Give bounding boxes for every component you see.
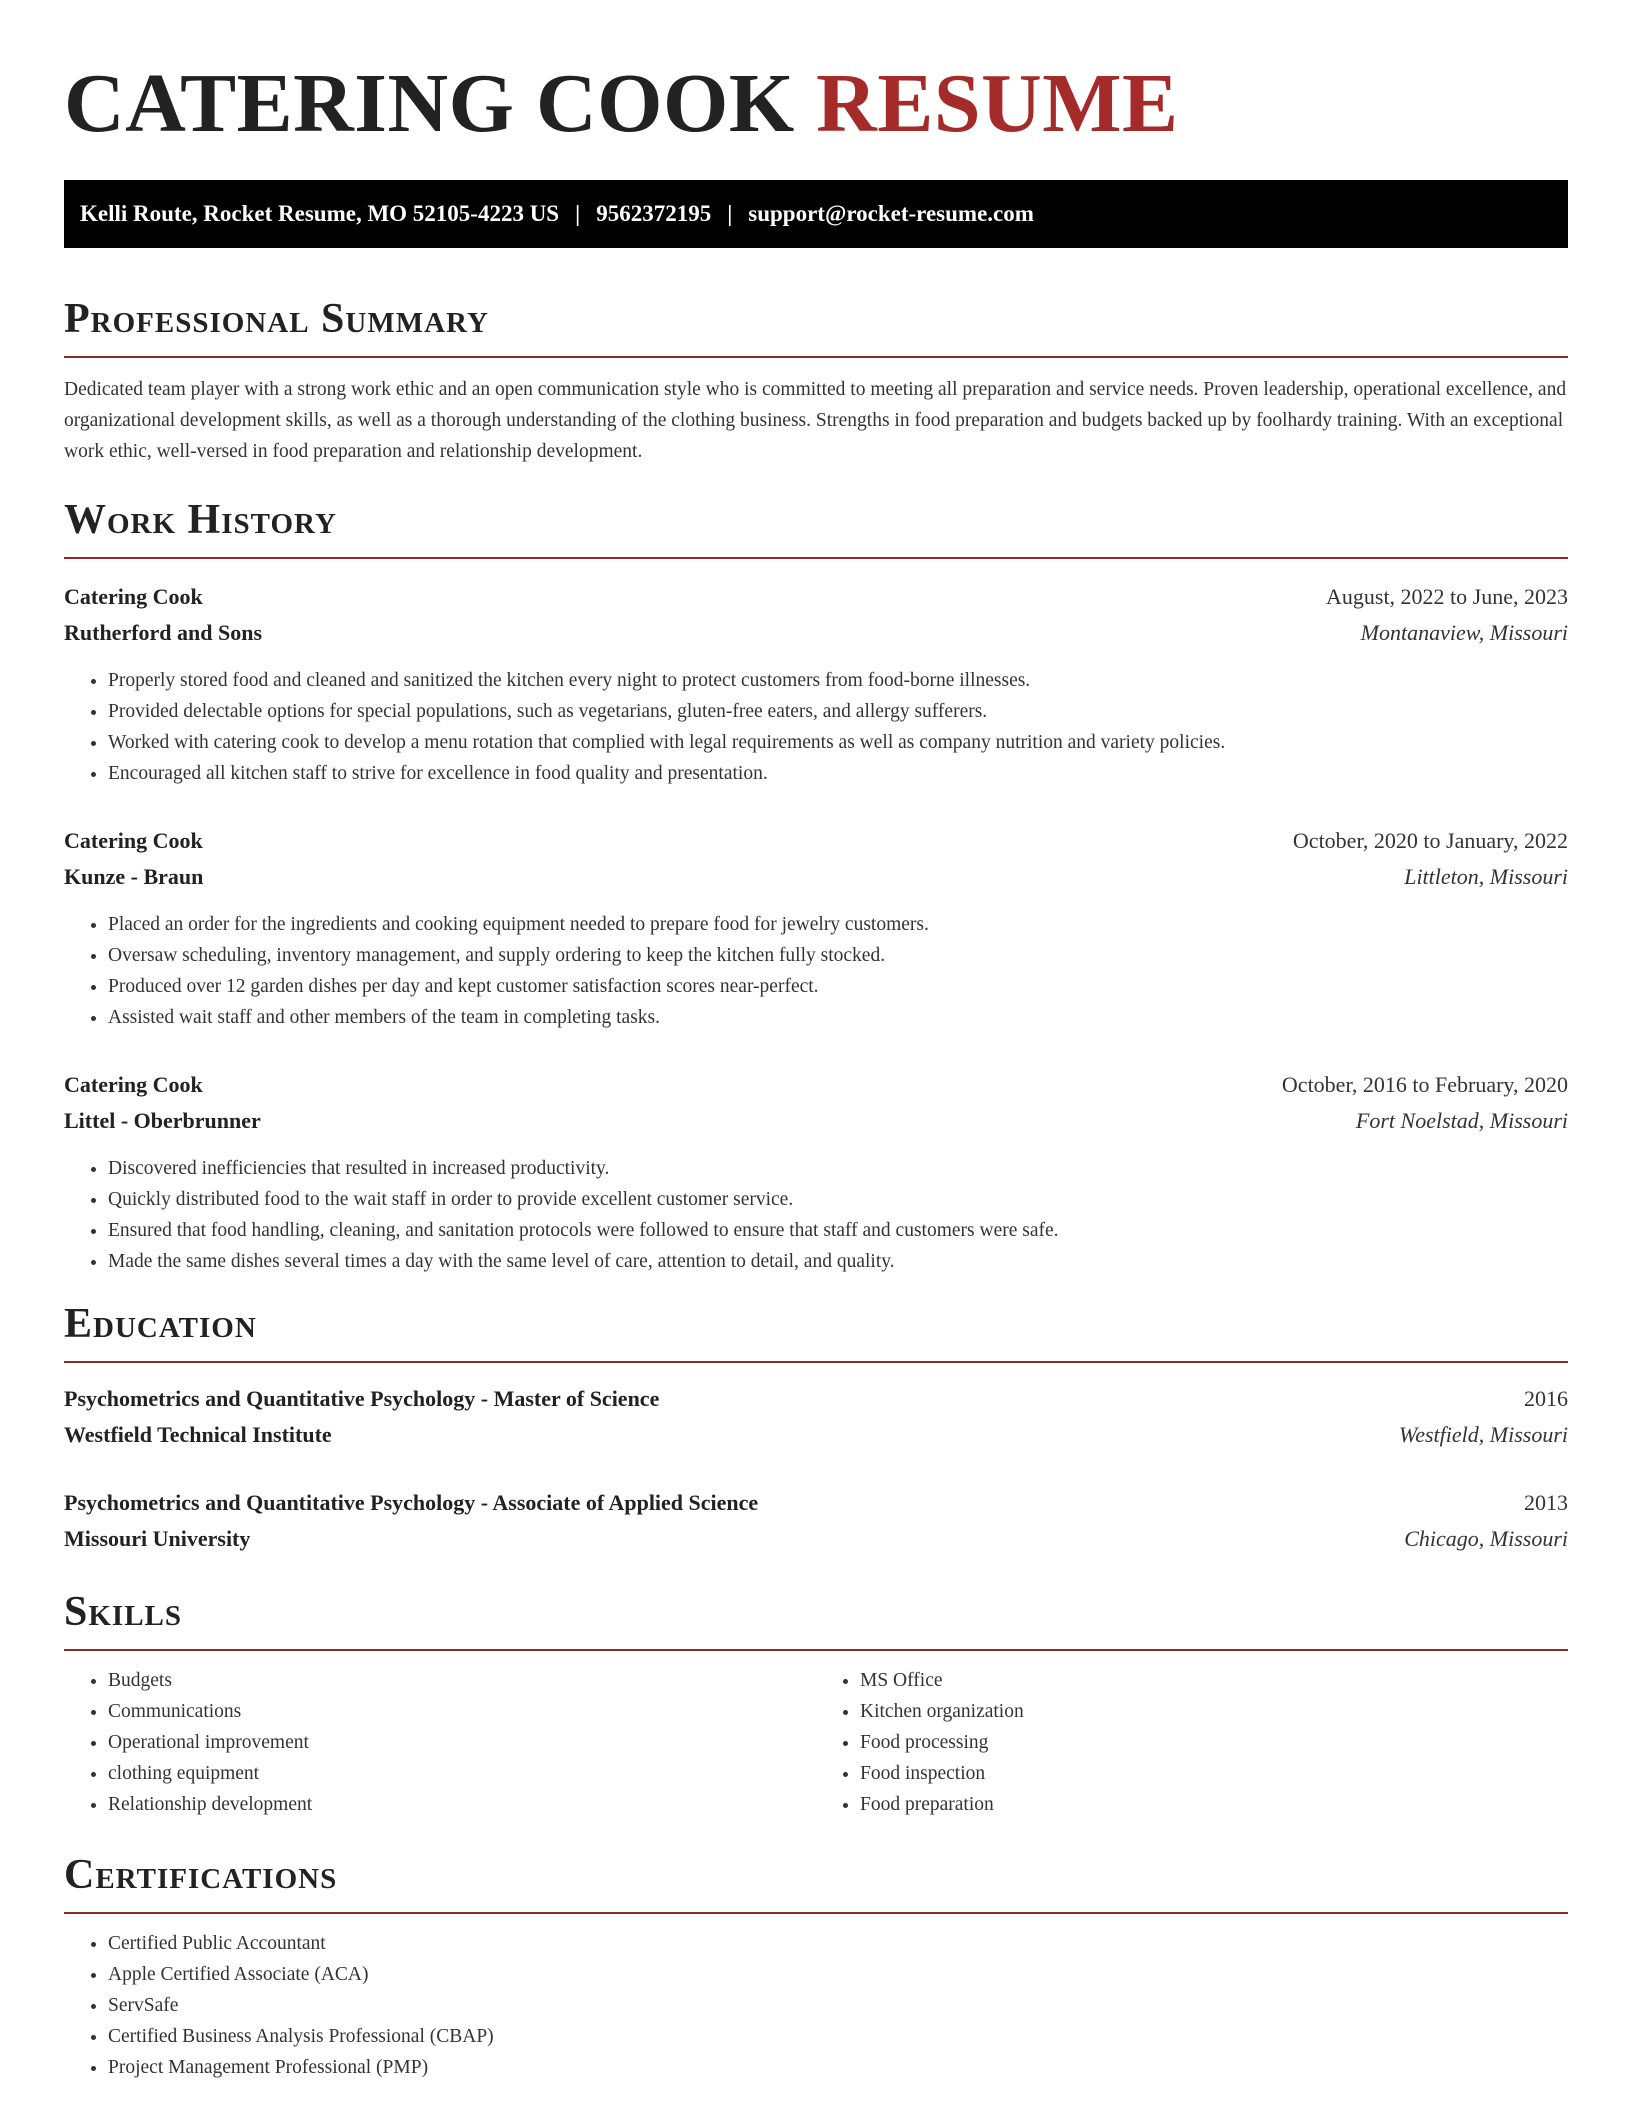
- contact-separator: |: [575, 201, 581, 226]
- contact-email: support@rocket-resume.com: [748, 201, 1034, 226]
- skill-item: • Relationship development: [108, 1789, 816, 1820]
- section-divider: [64, 1912, 1568, 1914]
- skill-item: • MS Office: [860, 1665, 1568, 1696]
- job-duty: • Worked with catering cook to develop a menu rotation that complied with legal requirements as well as company nutrition and variety policies.: [108, 727, 1568, 758]
- education-entry: [64, 1485, 1568, 1557]
- resume-title: [64, 56, 1568, 152]
- job-duty: • Produced over 12 garden dishes per day and kept customer satisfaction scores near-perfect.: [108, 971, 1568, 1002]
- job-entry: [64, 579, 1568, 789]
- job-duty: • Discovered inefficiencies that resulted in increased productivity.: [108, 1153, 1568, 1184]
- job-dates: October, 2016 to February, 2020: [1281, 1072, 1568, 1097]
- skills-grid: [64, 1665, 1568, 1820]
- contact-phone: 9562372195: [596, 201, 712, 226]
- education-degree-row: [64, 1381, 1568, 1417]
- certifications-section: [64, 1850, 1568, 2083]
- job-location: Montanaview, Missouri: [1360, 620, 1568, 645]
- job-location: Fort Noelstad, Missouri: [1355, 1108, 1568, 1133]
- job-company-row: [64, 859, 1568, 895]
- work-history-section: [64, 495, 1568, 1277]
- certification-item: • ServSafe: [108, 1990, 1568, 2021]
- summary-text: Dedicated team player with a strong work ethic and an open communication style who is committed to meeting all preparation and service needs. Proven leadership, operational excellence, and organizational development skills, as well as a thorough understanding of the clothing business. Strengths in food preparation and budgets backed up by foolhardy training. With an exceptional work ethic, well-versed in food preparation and relationship development.: [64, 379, 1567, 462]
- education-degree: Psychometrics and Quantitative Psychology - Master of Science: [64, 1386, 660, 1411]
- job-company: Rutherford and Sons: [64, 620, 263, 645]
- skill-item: • Food preparation: [860, 1789, 1568, 1820]
- job-duty: • Encouraged all kitchen staff to strive for excellence in food quality and presentation.: [108, 758, 1568, 789]
- job-location: Littleton, Missouri: [1404, 864, 1568, 889]
- education-school-row: [64, 1417, 1568, 1453]
- certifications-heading: Certifications: [64, 1852, 338, 1898]
- job-duties: [64, 909, 1568, 1033]
- summary-section: [64, 294, 1568, 467]
- job-company-row: [64, 615, 1568, 651]
- job-duties: [64, 665, 1568, 789]
- job-duty: • Quickly distributed food to the wait staff in order to provide excellent customer service.: [108, 1184, 1568, 1215]
- education-school: Westfield Technical Institute: [64, 1422, 332, 1447]
- skills-column-left: [64, 1665, 816, 1820]
- skills-section: [64, 1587, 1568, 1820]
- skill-item: • Food inspection: [860, 1758, 1568, 1789]
- certification-item: • Certified Public Accountant: [108, 1928, 1568, 1959]
- job-company: Littel - Oberbrunner: [64, 1108, 261, 1133]
- job-duty: • Made the same dishes several times a day with the same level of care, attention to detail, and quality.: [108, 1246, 1568, 1277]
- title-accent: RESUME: [816, 57, 1179, 150]
- certifications-list: [64, 1928, 1568, 2083]
- education-degree: Psychometrics and Quantitative Psychology - Associate of Applied Science: [64, 1490, 759, 1515]
- work-history-heading: Work History: [64, 497, 337, 543]
- job-dates: August, 2022 to June, 2023: [1326, 584, 1568, 609]
- job-duty: • Provided delectable options for special populations, such as vegetarians, gluten-free eaters, and allergy sufferers.: [108, 696, 1568, 727]
- education-heading: Education: [64, 1301, 257, 1347]
- skills-column-right: [816, 1665, 1568, 1820]
- job-title: Catering Cook: [64, 584, 203, 609]
- job-duty: • Ensured that food handling, cleaning, and sanitation protocols were followed to ensure that staff and customers were safe.: [108, 1215, 1568, 1246]
- summary-heading: Professional Summary: [64, 296, 489, 342]
- skill-item: • clothing equipment: [108, 1758, 816, 1789]
- education-degree-row: [64, 1485, 1568, 1521]
- job-duties: [64, 1153, 1568, 1277]
- certification-item: • Project Management Professional (PMP): [108, 2052, 1568, 2083]
- job-company-row: [64, 1103, 1568, 1139]
- section-divider: [64, 557, 1568, 559]
- skills-heading: Skills: [64, 1589, 183, 1635]
- job-duty: • Placed an order for the ingredients and cooking equipment needed to prepare food for jewelry customers.: [108, 909, 1568, 940]
- education-location: Chicago, Missouri: [1404, 1526, 1568, 1551]
- education-location: Westfield, Missouri: [1398, 1422, 1568, 1447]
- education-school-row: [64, 1521, 1568, 1557]
- job-entry: [64, 1067, 1568, 1277]
- education-year: 2013: [1524, 1490, 1568, 1515]
- skill-item: • Kitchen organization: [860, 1696, 1568, 1727]
- job-title: Catering Cook: [64, 828, 203, 853]
- job-entry: [64, 823, 1568, 1033]
- education-school: Missouri University: [64, 1526, 251, 1551]
- skill-item: • Operational improvement: [108, 1727, 816, 1758]
- job-dates: October, 2020 to January, 2022: [1292, 828, 1568, 853]
- job-title: Catering Cook: [64, 1072, 203, 1097]
- certification-item: • Certified Business Analysis Professional (CBAP): [108, 2021, 1568, 2052]
- contact-separator: |: [727, 201, 733, 226]
- job-header-row: [64, 823, 1568, 859]
- contact-address: Kelli Route, Rocket Resume, MO 52105-4223 US: [80, 201, 560, 226]
- certification-item: • Apple Certified Associate (ACA): [108, 1959, 1568, 1990]
- job-header-row: [64, 579, 1568, 615]
- job-duty: • Oversaw scheduling, inventory management, and supply ordering to keep the kitchen fully stocked.: [108, 940, 1568, 971]
- skill-item: • Communications: [108, 1696, 816, 1727]
- job-duty: • Assisted wait staff and other members of the team in completing tasks.: [108, 1002, 1568, 1033]
- skill-item: • Food processing: [860, 1727, 1568, 1758]
- section-divider: [64, 356, 1568, 358]
- education-year: 2016: [1524, 1386, 1568, 1411]
- section-divider: [64, 1649, 1568, 1651]
- education-entry: [64, 1381, 1568, 1453]
- title-main: CATERING COOK: [64, 57, 795, 150]
- section-divider: [64, 1361, 1568, 1363]
- skill-item: • Budgets: [108, 1665, 816, 1696]
- contact-bar: [64, 180, 1568, 248]
- job-company: Kunze - Braun: [64, 864, 204, 889]
- education-section: [64, 1299, 1568, 1557]
- job-duty: • Properly stored food and cleaned and sanitized the kitchen every night to protect customers from food-borne illnesses.: [108, 665, 1568, 696]
- job-header-row: [64, 1067, 1568, 1103]
